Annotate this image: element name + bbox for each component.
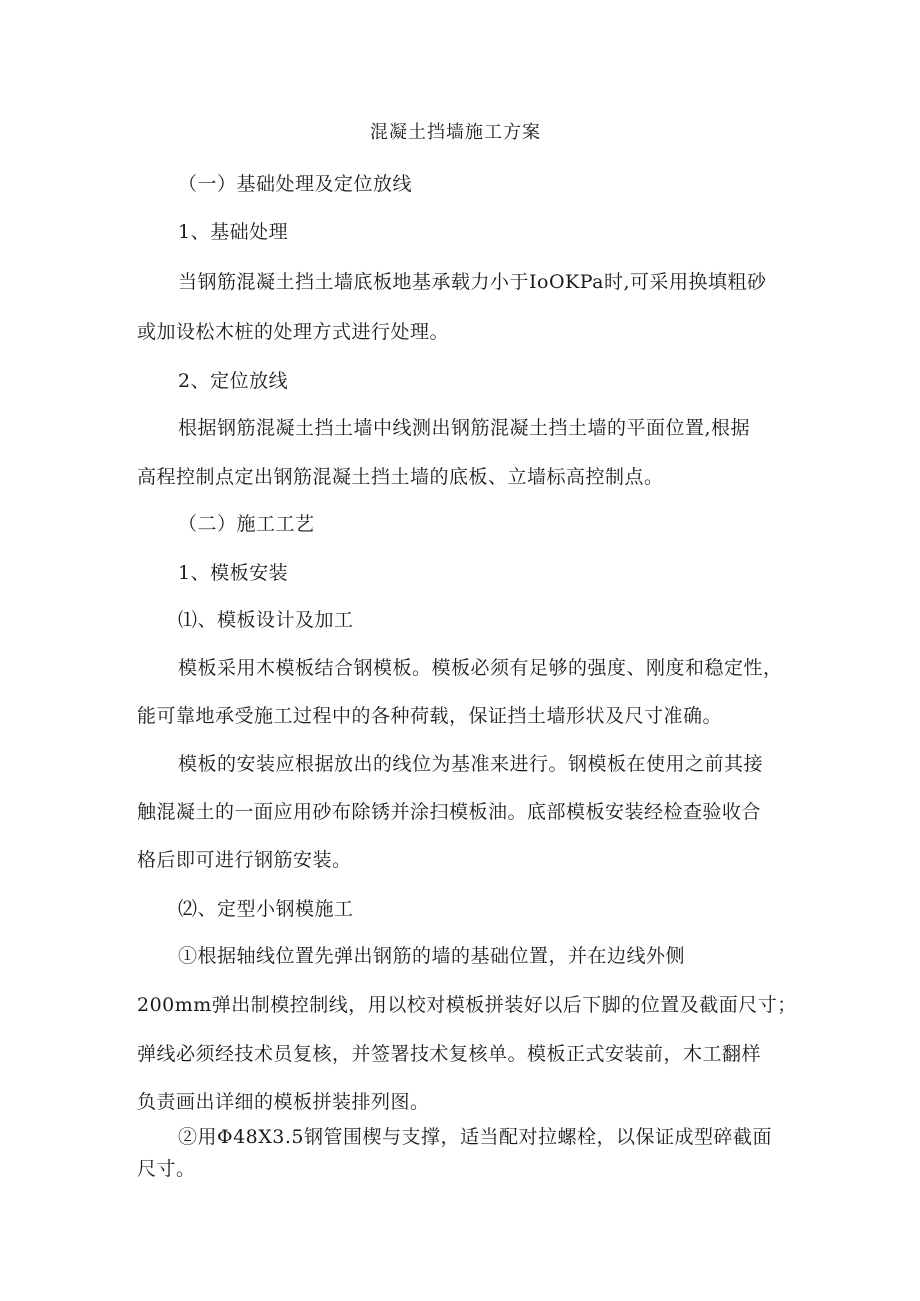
item-heading-foundation-treatment: 1、基础处理 <box>178 221 289 243</box>
paragraph-line: 200mm弹出制模控制线，用以校对模板拼装好以后下脚的位置及截面尺寸； <box>137 994 797 1016</box>
paragraph-line: 高程控制点定出钢筋混凝土挡土墙的底板、立墙标高控制点。 <box>137 466 664 488</box>
paragraph-line: 弹线必须经技术员复核，并签署技术复核单。模板正式安装前，木工翻样 <box>137 1043 762 1065</box>
item-heading-positioning: 2、定位放线 <box>178 370 289 392</box>
sub-heading-steel-formwork: ⑵、定型小钢模施工 <box>178 898 354 920</box>
section-heading-construction: （二）施工工艺 <box>178 513 315 535</box>
paragraph-line: 触混凝土的一面应用砂布除锈并涂扫模板油。底部模板安装经检查验收合 <box>137 801 762 823</box>
item-heading-formwork: 1、模板安装 <box>178 562 289 584</box>
paragraph-line: 或加设松木桩的处理方式进行处理。 <box>137 321 450 343</box>
paragraph-line: 尺寸。 <box>137 1158 196 1180</box>
paragraph-line: ②用Φ48X3.5钢管围楔与支撑，适当配对拉螺栓，以保证成型碎截面 <box>178 1126 772 1148</box>
paragraph-line: 负责画出详细的模板拼装排列图。 <box>137 1091 430 1113</box>
paragraph-line: 当钢筋混凝土挡土墙底板地基承载力小于IoOKPa时,可采用换填粗砂 <box>178 271 767 293</box>
section-heading-foundation: （一）基础处理及定位放线 <box>178 173 413 195</box>
paragraph-line: ①根据轴线位置先弹出钢筋的墙的基础位置，并在边线外侧 <box>178 945 686 967</box>
document-title: 混凝土挡墙施工方案 <box>370 122 541 143</box>
sub-heading-formwork-design: ⑴、模板设计及加工 <box>178 609 354 631</box>
paragraph-line: 模板采用木模板结合钢模板。模板必须有足够的强度、刚度和稳定性， <box>178 657 783 679</box>
paragraph-line: 根据钢筋混凝土挡土墙中线测出钢筋混凝土挡土墙的平面位置,根据 <box>178 417 751 439</box>
paragraph-line: 能可靠地承受施工过程中的各种荷载，保证挡土墙形状及尺寸准确。 <box>137 705 723 727</box>
paragraph-line: 模板的安装应根据放出的线位为基准来进行。钢模板在使用之前其接 <box>178 753 764 775</box>
paragraph-line: 格后即可进行钢筋安装。 <box>137 849 352 871</box>
